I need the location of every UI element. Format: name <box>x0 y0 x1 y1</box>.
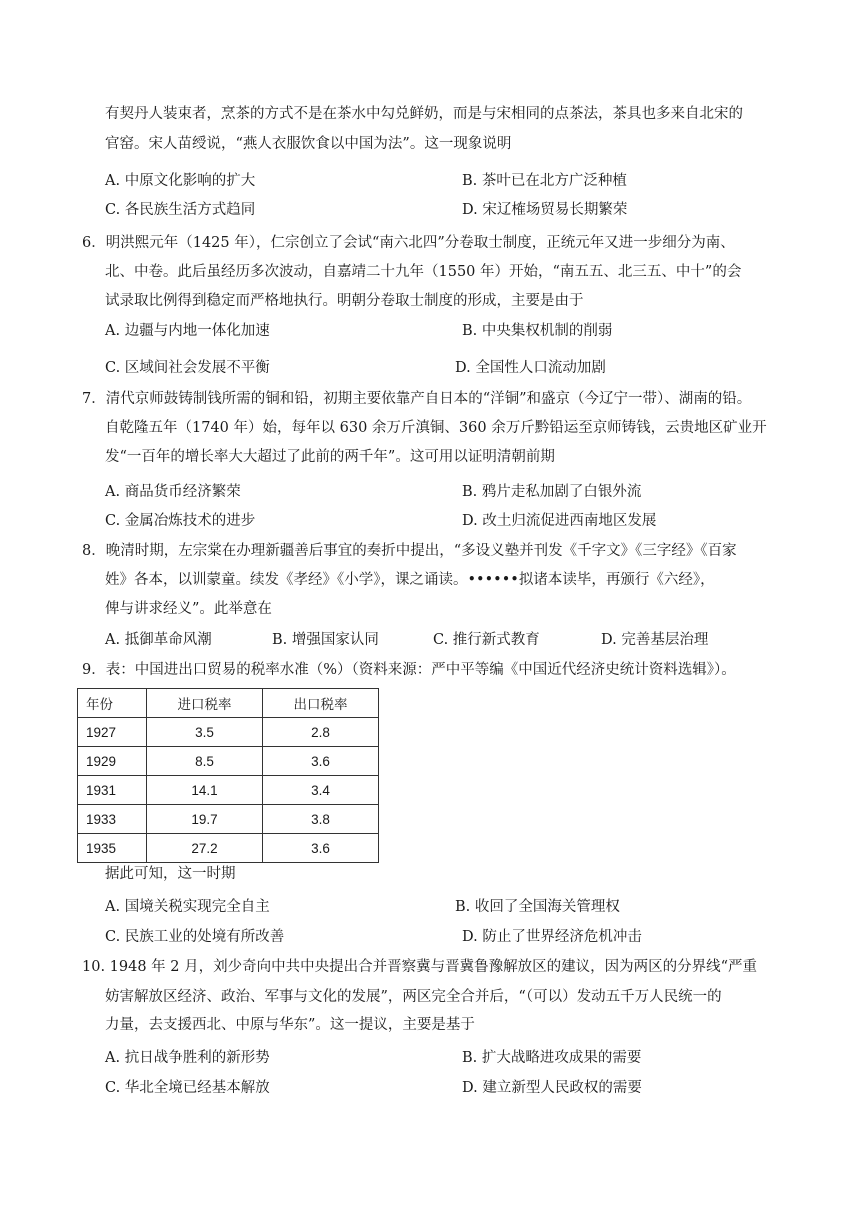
q6-stem-line-3: 试录取比例得到稳定而严格地执行。明朝分卷取士制度的形成，主要是由于 <box>105 293 584 309</box>
tax-rate-table <box>77 688 379 863</box>
q10-stem-line-2: 妨害解放区经济、政治、军事与文化的发展”，两区完全合并后，“（可以）发动五千万人民统一的 <box>105 989 722 1005</box>
q6-option-b: B. 中央集权机制的削弱 <box>462 323 613 339</box>
year-cell: 1935 <box>78 834 147 863</box>
table-row <box>78 718 379 747</box>
q9-option-b: B. 收回了全国海关管理权 <box>455 899 620 915</box>
export-rate-cell: 2.8 <box>263 718 379 747</box>
q9-option-a: A. 国境关税实现完全自主 <box>105 899 270 915</box>
q8-option-a: A. 抵御革命风潮 <box>105 632 212 648</box>
year-cell: 1931 <box>78 776 147 805</box>
import-rate-cell: 8.5 <box>147 747 263 776</box>
q8-option-c: C. 推行新式教育 <box>433 632 540 648</box>
export-rate-cell: 3.4 <box>263 776 379 805</box>
q5-option-c: C. 各民族生活方式趋同 <box>105 202 256 218</box>
table-row <box>78 834 379 863</box>
table-row <box>78 805 379 834</box>
q8-stem-line-1: 8．晚清时期，左宗棠在办理新疆善后事宜的奏折中提出，“多设义塾并刊发《千字文》《三字经》《百家 <box>82 543 737 559</box>
q6-option-a: A. 边疆与内地一体化加速 <box>105 323 270 339</box>
q8-stem-line-2: 姓》各本，以训蒙童。续发《孝经》《小学》，课之诵读。••••••拟诸本读毕，再颁行《六经》， <box>105 572 715 588</box>
q6-stem-line-2: 北、中卷。此后虽经历多次波动，自嘉靖二十九年（1550 年）开始，“南五五、北三五、中十”的会 <box>105 264 742 280</box>
q6-option-d: D. 全国性人口流动加剧 <box>455 360 606 376</box>
export-rate-cell: 3.6 <box>263 834 379 863</box>
q7-stem-line-2: 自乾隆五年（1740 年）始，每年以 630 余万斤滇铜、360 余万斤黔铅运至京师铸钱，云贵地区矿业开 <box>105 420 767 436</box>
year-cell: 1933 <box>78 805 147 834</box>
import-rate-cell: 14.1 <box>147 776 263 805</box>
import-rate-cell: 27.2 <box>147 834 263 863</box>
table-header-row <box>78 689 379 718</box>
q7-option-b: B. 鸦片走私加剧了白银外流 <box>462 484 642 500</box>
q9-option-c: C. 民族工业的处境有所改善 <box>105 929 285 945</box>
q7-stem-line-1: 7．清代京师鼓铸制钱所需的铜和铅，初期主要依靠产自日本的“洋铜”和盛京（今辽宁一带）、湖南的铅。 <box>82 391 752 407</box>
q8-stem-line-3: 俾与讲求经义”。此举意在 <box>105 601 272 617</box>
q5-option-b: B. 茶叶已在北方广泛种植 <box>462 173 627 189</box>
q6-stem-line-1: 6．明洪熙元年（1425 年），仁宗创立了会试“南六北四”分卷取士制度，正统元年又进一步细分为南、 <box>82 235 735 251</box>
q8-option-d: D. 完善基层治理 <box>601 632 709 648</box>
q5-option-d: D. 宋辽榷场贸易长期繁荣 <box>462 202 628 218</box>
import-rate-cell: 3.5 <box>147 718 263 747</box>
q10-option-d: D. 建立新型人民政权的需要 <box>462 1080 642 1096</box>
q8-option-b: B. 增强国家认同 <box>272 632 379 648</box>
q9-stem-after: 据此可知，这一时期 <box>105 866 236 882</box>
table-row <box>78 747 379 776</box>
q5-stem-line-2: 官窑。宋人苗绶说，“燕人衣服饮食以中国为法”。这一现象说明 <box>105 136 512 152</box>
q10-option-b: B. 扩大战略进攻成果的需要 <box>462 1050 642 1066</box>
q7-option-a: A. 商品货币经济繁荣 <box>105 484 241 500</box>
table-header-import: 进口税率 <box>147 689 263 718</box>
q10-option-a: A. 抗日战争胜利的新形势 <box>105 1050 270 1066</box>
q10-option-c: C. 华北全境已经基本解放 <box>105 1080 270 1096</box>
q10-stem-line-3: 力量，去支援西北、中原与华东”。这一提议，主要是基于 <box>105 1017 475 1033</box>
q7-option-c: C. 金属冶炼技术的进步 <box>105 513 256 529</box>
q7-option-d: D. 改土归流促进西南地区发展 <box>462 513 657 529</box>
table-header-export: 出口税率 <box>263 689 379 718</box>
q9-stem-line-1: 9．表：中国进出口贸易的税率水准（%）（资料来源：严中平等编《中国近代经济史统计资料选辑》）。 <box>82 662 736 678</box>
q5-stem-line-1: 有契丹人装束者，烹茶的方式不是在茶水中勾兑鲜奶，而是与宋相同的点茶法，茶具也多来自北宋的 <box>105 106 743 122</box>
q7-stem-line-3: 发“一百年的增长率大大超过了此前的两千年”。这可用以证明清朝前期 <box>105 449 555 465</box>
q10-stem-line-1: 10. 1948 年 2 月，刘少奇向中共中央提出合并晋察冀与晋冀鲁豫解放区的建议，因为两区的分界线“严重 <box>82 959 758 975</box>
import-rate-cell: 19.7 <box>147 805 263 834</box>
q9-option-d: D. 防止了世界经济危机冲击 <box>462 929 642 945</box>
year-cell: 1929 <box>78 747 147 776</box>
export-rate-cell: 3.6 <box>263 747 379 776</box>
q5-option-a: A. 中原文化影响的扩大 <box>105 173 256 189</box>
table-header-year: 年份 <box>78 689 147 718</box>
export-rate-cell: 3.8 <box>263 805 379 834</box>
table-row <box>78 776 379 805</box>
q6-option-c: C. 区域间社会发展不平衡 <box>105 360 270 376</box>
year-cell: 1927 <box>78 718 147 747</box>
